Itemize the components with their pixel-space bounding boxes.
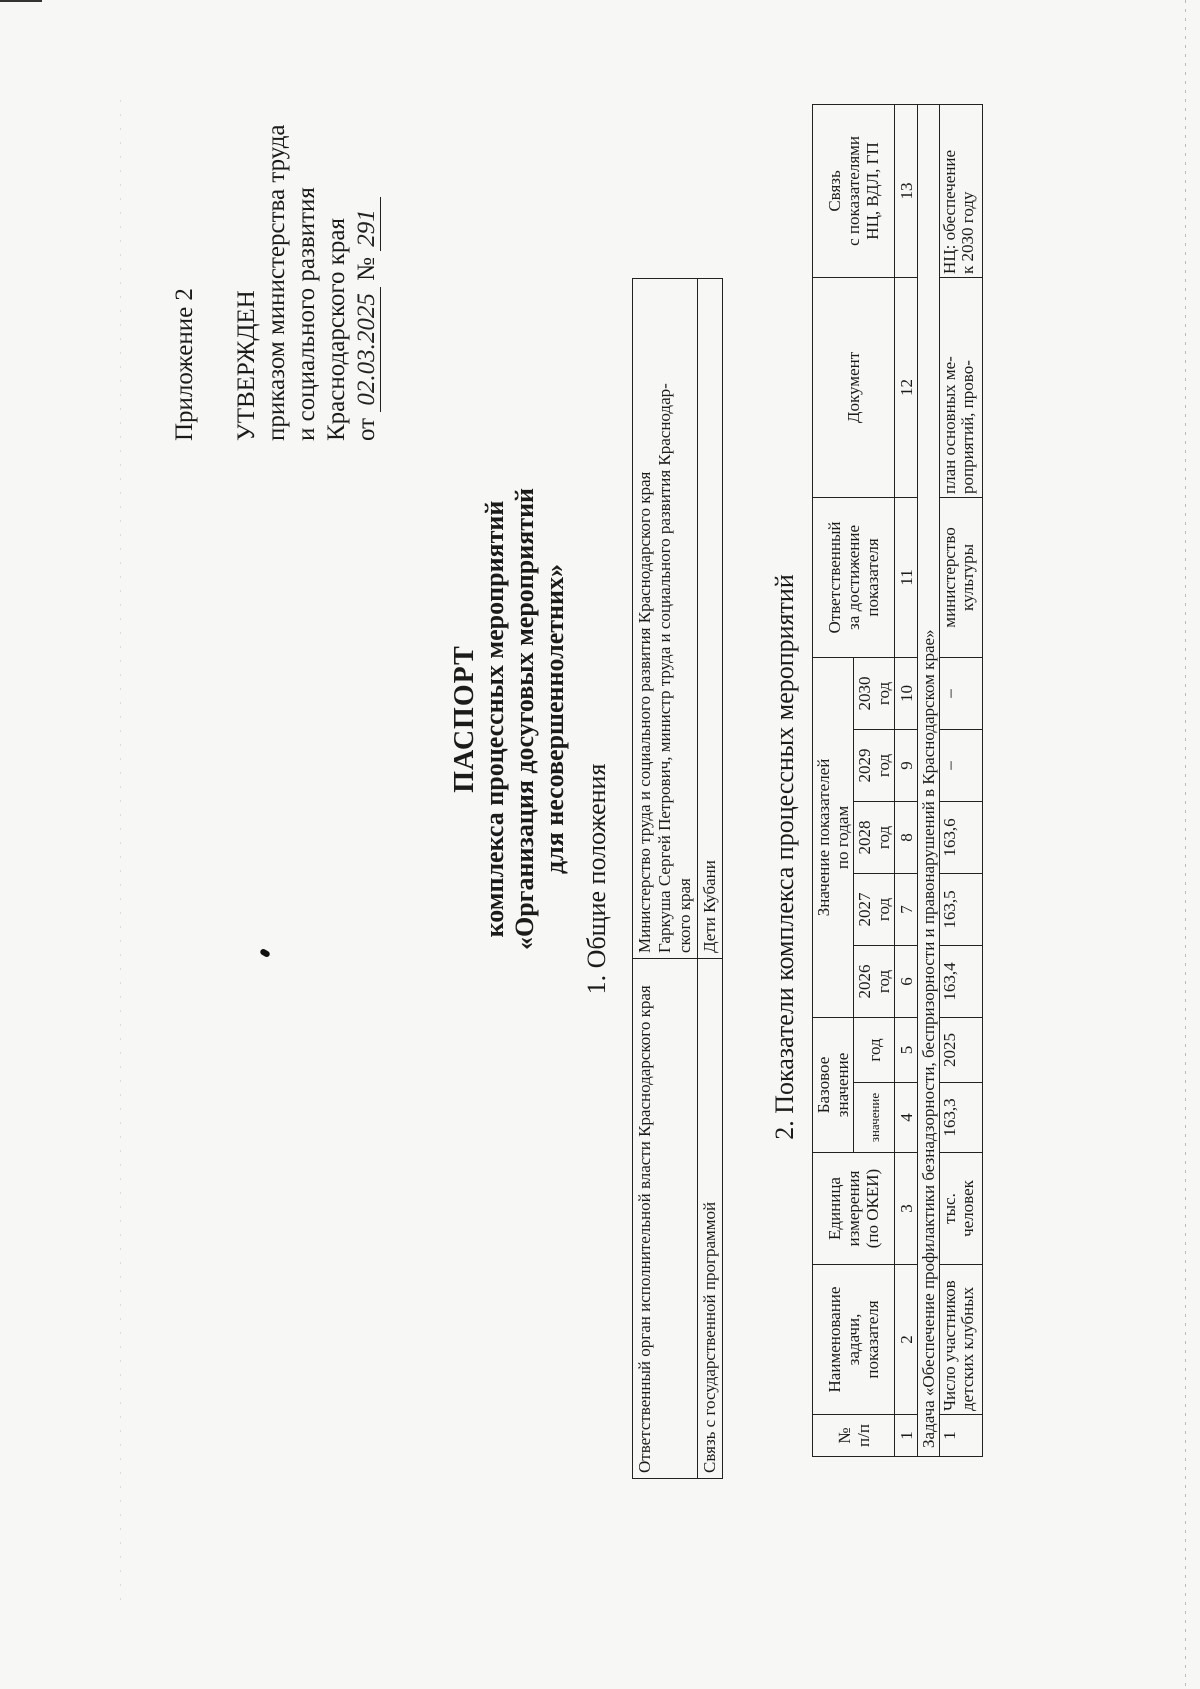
column-number: 4 bbox=[895, 1083, 918, 1153]
handwritten-number: 291 bbox=[353, 197, 381, 251]
column-number: 7 bbox=[895, 873, 918, 945]
column-number: 9 bbox=[895, 729, 918, 801]
table-row bbox=[940, 104, 983, 1456]
title-line: для несовершеннолетних» bbox=[540, 563, 569, 875]
title-line: комплекса процессных мероприятий bbox=[480, 500, 509, 938]
cell-unit: тыс. человек bbox=[940, 1153, 983, 1265]
row-value: Министерство труда и социального развития Краснодарского края Гаркуша Сергей Петрович, министр труда и социального развития Краснодар- ского края bbox=[633, 279, 698, 959]
column-number-row bbox=[895, 104, 918, 1456]
task-text: Задача «Обеспечение профилактики безнадзорности, беспризорности и правонарушений в Краснодарском крае» bbox=[918, 104, 940, 1456]
column-number: 11 bbox=[895, 497, 918, 657]
approval-line: приказом министерства труда bbox=[263, 124, 290, 441]
title-line: «Организация досуговых мероприятий bbox=[510, 487, 539, 951]
cell-base-year: 2025 bbox=[940, 1017, 983, 1082]
handwritten-date: 02.03.2025 bbox=[353, 287, 381, 412]
cell-name: Число участников детских клубных bbox=[940, 1265, 983, 1415]
header-row bbox=[813, 104, 854, 1456]
date-prefix: от bbox=[353, 417, 380, 441]
column-number: 5 bbox=[895, 1017, 918, 1082]
row-label: Связь с государственной программой bbox=[698, 959, 723, 1479]
cell-2026: 163,4 bbox=[940, 945, 983, 1017]
col-header-document: Документ bbox=[813, 277, 895, 497]
cell-document: план основных ме- роприятий, прово- bbox=[940, 277, 983, 497]
table-row bbox=[633, 279, 698, 1479]
approval-block bbox=[232, 124, 382, 441]
col-header-2030: 2030 год bbox=[854, 657, 895, 729]
approval-line: и социального развития bbox=[293, 187, 320, 441]
col-header-link: Связь с показателями НЦ, ВДЛ, ГП bbox=[813, 104, 895, 277]
cell-num: 1 bbox=[940, 1415, 983, 1457]
row-label: Ответственный орган исполнительной власти Краснодарского края bbox=[633, 959, 698, 1479]
cell-2027: 163,5 bbox=[940, 873, 983, 945]
col-header-num: № п/п bbox=[813, 1415, 895, 1457]
col-header-2027: 2027 год bbox=[854, 873, 895, 945]
cell-2029: – bbox=[940, 729, 983, 801]
ink-mark bbox=[259, 948, 271, 958]
appendix-label: Приложение 2 bbox=[171, 288, 198, 441]
col-header-2029: 2029 год bbox=[854, 729, 895, 801]
col-header-2028: 2028 год bbox=[854, 801, 895, 873]
column-number: 10 bbox=[895, 657, 918, 729]
title-line: ПАСПОРТ bbox=[449, 645, 480, 793]
indicators-table bbox=[812, 104, 983, 1457]
col-header-name: Наименование задачи, показателя bbox=[813, 1265, 895, 1415]
cell-link: НЦ: обеспечение к 2030 году bbox=[940, 104, 983, 277]
cell-base-value: 163,3 bbox=[940, 1083, 983, 1153]
column-number: 13 bbox=[895, 104, 918, 277]
section-heading: 2. Показатели комплекса процессных мероприятий bbox=[770, 574, 799, 1140]
approval-date-line bbox=[352, 124, 382, 441]
col-header-2026: 2026 год bbox=[854, 945, 895, 1017]
task-row bbox=[918, 104, 940, 1456]
cell-responsible: министерство культуры bbox=[940, 497, 983, 657]
document-title bbox=[450, 309, 570, 1129]
col-header-years: Значение показателей по годам bbox=[813, 657, 854, 1017]
col-header-base-year: год bbox=[854, 1017, 895, 1082]
approval-line: Краснодарского края bbox=[323, 218, 350, 441]
general-info-table bbox=[632, 278, 723, 1479]
approval-line: УТВЕРЖДЕН bbox=[233, 290, 260, 441]
number-prefix: № bbox=[353, 257, 380, 281]
table-row bbox=[698, 279, 723, 1479]
column-number: 8 bbox=[895, 801, 918, 873]
cell-2030: – bbox=[940, 657, 983, 729]
column-number: 2 bbox=[895, 1265, 918, 1415]
col-header-base: Базовое значение bbox=[813, 1017, 854, 1152]
col-header-base-value: значение bbox=[854, 1083, 895, 1153]
col-header-responsible: Ответственный за достижение показателя bbox=[813, 497, 895, 657]
column-number: 12 bbox=[895, 277, 918, 497]
section-heading: 1. Общие положения bbox=[582, 763, 611, 995]
col-header-unit: Единица измерения (по ОКЕИ) bbox=[813, 1153, 895, 1265]
column-number: 6 bbox=[895, 945, 918, 1017]
row-value: Дети Кубани bbox=[698, 279, 723, 959]
column-number: 3 bbox=[895, 1153, 918, 1265]
cell-2028: 163,6 bbox=[940, 801, 983, 873]
column-number: 1 bbox=[895, 1415, 918, 1457]
